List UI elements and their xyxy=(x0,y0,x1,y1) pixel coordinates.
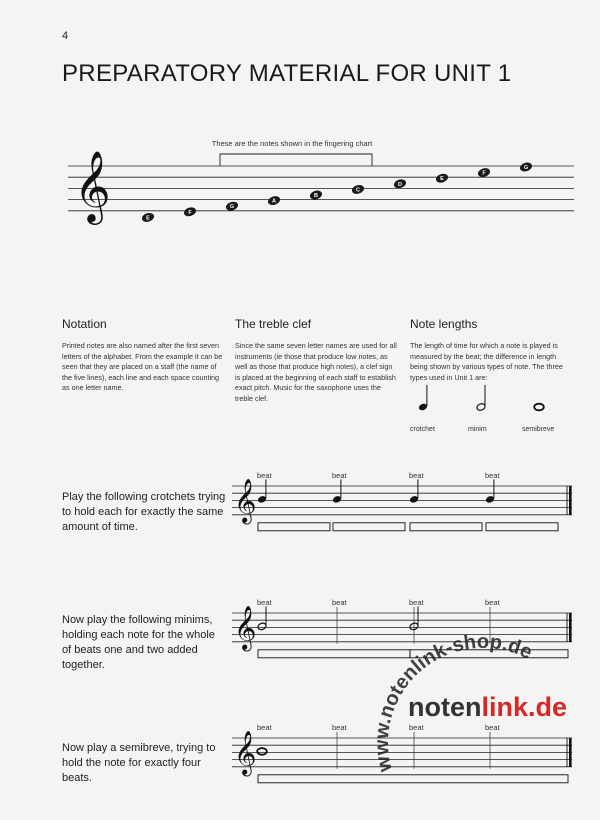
chart-note xyxy=(267,195,281,207)
final-barline-thick xyxy=(569,738,572,767)
beat-label: beat xyxy=(257,723,272,732)
note-head xyxy=(534,404,544,411)
beat-label: beat xyxy=(332,598,347,607)
final-barline-thick xyxy=(569,486,572,515)
semibreve-label: semibreve xyxy=(522,426,555,433)
chart-note-label: G xyxy=(229,204,235,211)
semibreve-icon xyxy=(534,404,544,411)
crotchet-label: crotchet xyxy=(410,426,435,433)
chart-note xyxy=(309,189,323,201)
crotchet-note xyxy=(409,479,419,503)
treble-clef-heading: The treble clef xyxy=(235,317,312,331)
beat-label: beat xyxy=(409,471,424,480)
notation-column xyxy=(62,317,224,394)
chart-note-label: G xyxy=(523,165,529,171)
chart-note xyxy=(435,172,449,184)
watermark-ring-path: www.notenlink-shop.de xyxy=(370,630,536,774)
chart-note xyxy=(141,211,155,223)
chart-note-label: A xyxy=(272,198,276,205)
beat-label: beat xyxy=(409,723,424,732)
beat-label: beat xyxy=(485,598,500,607)
chart-note-label: D xyxy=(398,181,402,188)
exercise-1-staff xyxy=(232,486,572,515)
exercise-2-text: Now play the following minims, holding each note for the whole of beats one and two added together. xyxy=(62,614,215,671)
semibreve-note xyxy=(257,748,267,755)
treble-clef-icon: 𝄞 xyxy=(234,730,257,775)
chart-note-label: F xyxy=(188,209,192,216)
minim-icon xyxy=(476,385,486,411)
beat-label: beat xyxy=(257,471,272,480)
note-lengths-heading: Note lengths xyxy=(410,317,478,331)
chart-note-label: B xyxy=(314,193,318,199)
treble-clef-body: Since the same seven letter names are used for all instruments (ie those that produce low notes, as well as those that produce high notes), a clef sign is placed at the beginning of each staff to establish exact pitch. Music for the saxophone uses the treble clef. xyxy=(235,341,397,403)
beat-label: beat xyxy=(485,471,500,480)
exercise-1-text: Play the following crotchets trying to hold each for exactly the same amount of time. xyxy=(62,491,226,533)
chart-bracket xyxy=(220,154,372,166)
chart-note xyxy=(183,206,197,218)
chart-note xyxy=(225,200,239,212)
chart-note-label: C xyxy=(356,187,360,194)
note-head xyxy=(257,748,267,755)
duration-box xyxy=(410,523,482,531)
duration-box xyxy=(258,523,330,531)
beat-label: beat xyxy=(485,723,500,732)
crotchet-note xyxy=(485,479,495,503)
duration-box xyxy=(486,523,558,531)
chart-note-label: E xyxy=(440,176,444,183)
minim-label: minim xyxy=(468,426,487,433)
page-title: PREPARATORY MATERIAL FOR UNIT 1 xyxy=(62,60,512,87)
duration-box xyxy=(258,650,410,658)
chart-note xyxy=(519,161,533,173)
chart-note-label: E xyxy=(146,215,150,222)
beat-label: beat xyxy=(257,598,272,607)
chart-staff-lines xyxy=(68,166,574,211)
chart-caption: These are the notes shown in the fingering chart xyxy=(211,139,373,148)
crotchet-note xyxy=(257,479,267,503)
crotchet-note xyxy=(332,479,342,503)
treble-clef-column xyxy=(235,317,397,404)
chart-note xyxy=(351,183,365,195)
duration-box xyxy=(258,775,568,783)
beat-label: beat xyxy=(409,598,424,607)
notation-body: Printed notes are also named after the first seven letters of the alphabet. From the example it can be seen that they are placed on a staff (the name of the five lines), each line and each space counting as one letter name. xyxy=(62,341,223,392)
chart-note xyxy=(393,178,407,190)
watermark-brand: notenlink.de xyxy=(408,692,568,722)
treble-clef-icon: 𝄞 xyxy=(234,478,257,523)
treble-clef-icon: 𝄞 xyxy=(234,605,257,650)
chart-note xyxy=(477,167,491,179)
final-barline-thick xyxy=(569,613,572,642)
crotchet-icon xyxy=(418,385,428,411)
duration-box xyxy=(333,523,405,531)
beat-label: beat xyxy=(332,471,347,480)
notation-heading: Notation xyxy=(62,317,107,331)
exercise-3-text: Now play a semibreve, trying to hold the note for exactly four beats. xyxy=(62,742,216,784)
beat-label: beat xyxy=(332,723,347,732)
note-lengths-body: The length of time for which a note is played is measured by the beat; the difference in length being shown by various types of note. The three types used in Unit 1 are: xyxy=(410,341,563,382)
note-lengths-column xyxy=(410,317,572,383)
page-number: 4 xyxy=(62,30,69,42)
chart-note-label: F xyxy=(482,170,486,177)
exercise-3-staff xyxy=(232,738,572,767)
treble-clef-icon: 𝄞 xyxy=(74,148,111,222)
